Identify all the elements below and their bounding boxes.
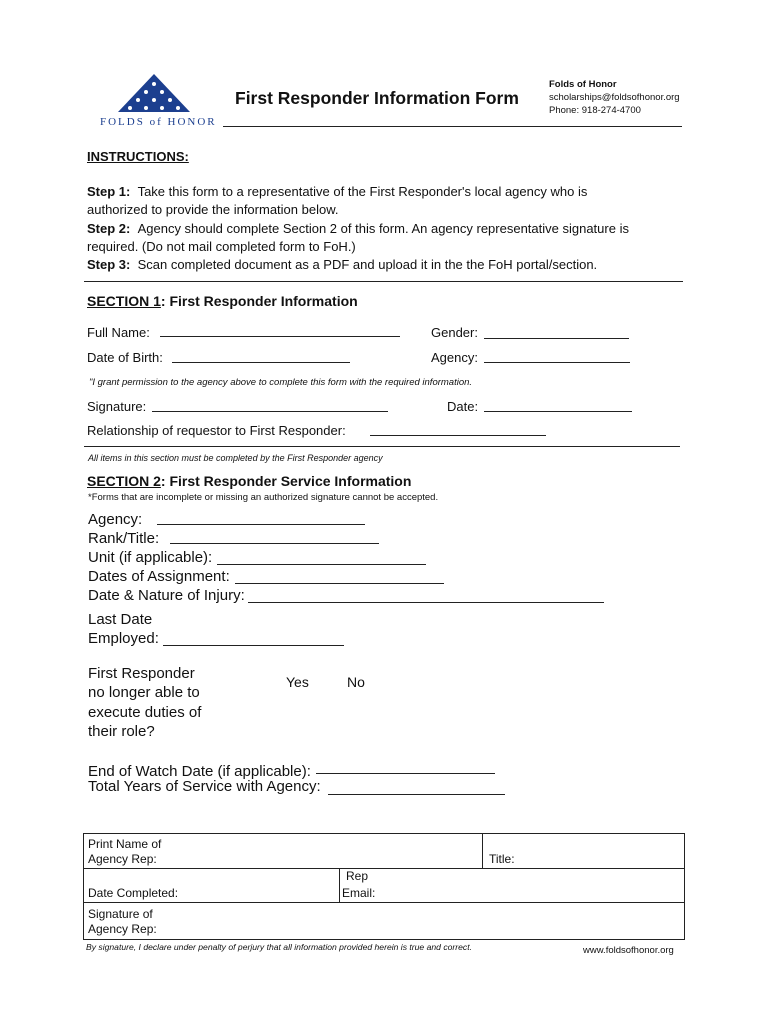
dob-field[interactable] [172, 362, 350, 363]
question-line-b: no longer able to [88, 684, 200, 701]
injury-label: Date & Nature of Injury: [88, 587, 245, 604]
folds-of-honor-logo [98, 72, 217, 132]
full-name-field[interactable] [160, 336, 400, 337]
dob-label: Date of Birth: [87, 350, 163, 365]
step-2: Step 2: Agency should complete Section 2 of this form. An agency representative signature is [87, 221, 629, 236]
last-date-label-a: Last Date [88, 611, 153, 628]
rank-label: Rank/Title: [88, 530, 160, 547]
signature-label-s1: Signature: [87, 399, 147, 414]
logo-text: FOLDS of HONOR [100, 116, 217, 128]
section2-note: *Forms that are incomplete or missing an authorized signature cannot be accepted. [88, 492, 439, 503]
date-field-s1[interactable] [484, 411, 632, 412]
agency-field-s1[interactable] [484, 362, 630, 363]
end-of-watch-field[interactable] [316, 773, 495, 774]
org-name: Folds of Honor [549, 79, 617, 90]
website-link[interactable]: www.foldsofhonor.org [583, 945, 674, 956]
signature-field-s1[interactable] [152, 411, 388, 412]
gender-label: Gender: [431, 325, 478, 340]
print-name-field[interactable] [170, 836, 475, 866]
declaration-text: By signature, I declare under penalty of perjury that all information provided herein is true and correct. [86, 942, 472, 952]
step-2-cont: required. (Do not mail completed form to FoH.) [87, 239, 356, 254]
no-option[interactable]: No [347, 674, 365, 690]
question-line-a: First Responder [88, 665, 195, 682]
contact-phone: Phone: 918-274-4700 [549, 105, 641, 116]
rep-email-field[interactable] [385, 871, 680, 900]
print-name-label-b: Agency Rep: [88, 852, 157, 866]
yes-option[interactable]: Yes [286, 674, 309, 690]
rep-signature-label-b: Agency Rep: [88, 922, 157, 936]
form-title: First Responder Information Form [235, 88, 519, 108]
years-label: Total Years of Service with Agency: [88, 778, 321, 795]
title-field[interactable] [525, 836, 680, 866]
rep-signature-label-a: Signature of [88, 907, 153, 921]
question-line-d: their role? [88, 723, 155, 740]
unit-field[interactable] [217, 564, 426, 565]
dates-field[interactable] [235, 583, 444, 584]
rep-table-divider-v2 [339, 868, 340, 902]
step-1: Step 1: Take this form to a representative of the First Responder's local agency who is [87, 184, 588, 199]
relationship-label: Relationship of requestor to First Responder: [87, 423, 346, 438]
step-1-cont: authorized to provide the information below. [87, 202, 339, 217]
section1-note: All items in this section must be completed by the First Responder agency [88, 453, 383, 463]
rep-table-divider-v1 [482, 833, 483, 869]
last-date-label-b: Employed: [88, 630, 159, 647]
print-name-label-a: Print Name of [88, 837, 162, 851]
end-of-watch-label: End of Watch Date (if applicable): [88, 763, 311, 780]
section1-heading: SECTION 1: First Responder Information [87, 293, 358, 309]
instructions-rule [84, 281, 683, 282]
rep-email-label-b: Email: [342, 886, 376, 900]
section1-rule [84, 446, 680, 447]
title-label: Title: [489, 852, 515, 866]
agency-field-s2[interactable] [157, 524, 365, 525]
rank-field[interactable] [170, 543, 379, 544]
last-date-field[interactable] [163, 645, 344, 646]
question-line-c: execute duties of [88, 704, 202, 721]
relationship-field[interactable] [370, 435, 546, 436]
rep-table-divider-h1 [83, 868, 685, 869]
date-label-s1: Date: [447, 399, 479, 414]
date-completed-field[interactable] [195, 871, 335, 900]
agency-label-s1: Agency: [431, 350, 478, 365]
gender-field[interactable] [484, 338, 629, 339]
rep-signature-field[interactable] [165, 905, 680, 937]
agency-label-s2: Agency: [88, 511, 143, 528]
date-completed-label: Date Completed: [88, 886, 179, 900]
permission-text: "I grant permission to the agency above to complete this form with the required information. [89, 377, 473, 388]
contact-email: scholarships@foldsofhonor.org [549, 92, 680, 103]
section2-heading: SECTION 2: First Responder Service Information [87, 473, 412, 489]
rep-table-divider-h2 [83, 902, 685, 903]
rep-email-label-a: Rep [346, 869, 369, 883]
header-rule [223, 126, 682, 127]
step-3: Step 3: Scan completed document as a PDF and upload it in the the FoH portal/section. [87, 257, 598, 272]
instructions-heading: INSTRUCTIONS: [87, 149, 189, 164]
injury-field[interactable] [248, 602, 604, 603]
full-name-label: Full Name: [87, 325, 150, 340]
dates-label: Dates of Assignment: [88, 568, 230, 585]
unit-label: Unit (if applicable): [88, 549, 213, 566]
years-field[interactable] [328, 794, 505, 795]
